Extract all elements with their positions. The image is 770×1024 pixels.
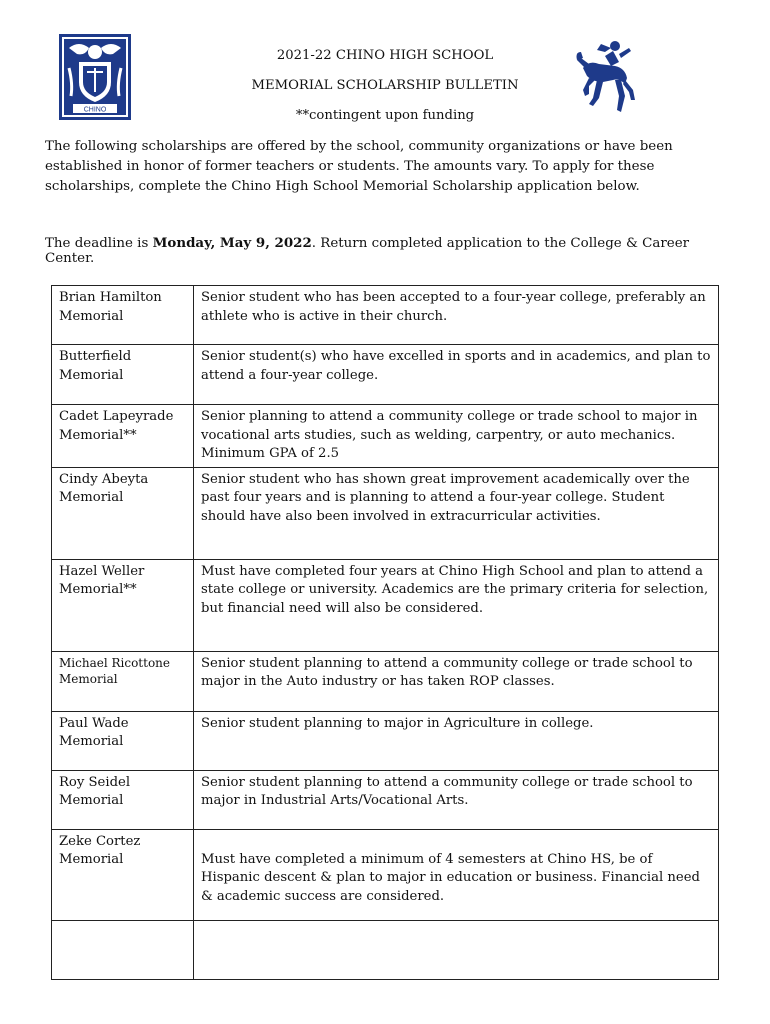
scholarship-description: Must have completed four years at Chino High School and plan to attend a state college or university. Academics are the primary criteria for selection, but financial need will also be considered. [194, 559, 719, 651]
scholarship-name: Michael Ricottone Memorial [52, 651, 194, 711]
table-row [52, 920, 719, 979]
intro-paragraph: The following scholarships are offered by the school, community organizations or have been established in honor of former teachers or students. The amounts vary. To apply for these scholarships, complete the Chino High School Memorial Scholarship application below. [45, 139, 673, 194]
scholarship-name: Paul Wade Memorial [52, 711, 194, 770]
scholarship-description: Senior student who has been accepted to a four-year college, preferably an athlete who is active in their church. [194, 286, 719, 345]
table-row [52, 286, 719, 345]
scholarship-name [52, 920, 194, 979]
scholarship-description: Senior student(s) who have excelled in sports and in academics, and plan to attend a four-year college. [194, 345, 719, 405]
scholarship-description [194, 920, 719, 979]
crest-text: CHINO [83, 106, 107, 114]
deadline-prefix: The deadline is [45, 236, 153, 251]
scholarship-description: Senior student planning to attend a community college or trade school to major in Industrial Arts/Vocational Arts. [194, 770, 719, 829]
scholarship-name: Cadet Lapeyrade Memorial** [52, 405, 194, 468]
table-row [52, 711, 719, 770]
table-row [52, 345, 719, 405]
table-row [52, 467, 719, 559]
table-row [52, 405, 719, 468]
bulletin-title-line-1: 2021-22 CHINO HIGH SCHOOL [276, 48, 494, 63]
scholarship-table [51, 285, 719, 980]
deadline-date: Monday, May 9, 2022 [152, 235, 312, 251]
scholarship-description: Senior student who has shown great improvement academically over the past four years and is planning to attend a four-year college. Student should have also been involved in extracurricular activities. [194, 467, 719, 559]
scholarship-description: Must have completed a minimum of 4 semesters at Chino HS, be of Hispanic descent & plan to major in education or business. Financial need & academic success are considered. [194, 829, 719, 920]
scholarship-description: Senior student planning to attend a community college or trade school to major in the Auto industry or has taken ROP classes. [194, 651, 719, 711]
scholarship-name: Hazel Weller Memorial** [52, 559, 194, 651]
scholarship-name: Cindy Abeyta Memorial [52, 467, 194, 559]
funding-note: **contingent upon funding [295, 108, 475, 123]
table-row [52, 829, 719, 920]
scholarship-name: Roy Seidel Memorial [52, 770, 194, 829]
scholarship-name: Butterfield Memorial [52, 345, 194, 405]
scholarship-name: Zeke Cortez Memorial [52, 829, 194, 920]
table-row [52, 559, 719, 651]
scholarship-description: Senior planning to attend a community college or trade school to major in vocational arts studies, such as welding, carpentry, or auto mechanics. Minimum GPA of 2.5 [194, 405, 719, 468]
table-row [52, 770, 719, 829]
deadline-line [45, 235, 735, 266]
scholarship-name: Brian Hamilton Memorial [52, 286, 194, 345]
deadline-suffix: . Return completed application to the College & Career Center. [45, 236, 690, 266]
bulletin-title-line-2: MEMORIAL SCHOLARSHIP BULLETIN [251, 78, 519, 93]
table-row [52, 651, 719, 711]
scholarship-description: Senior student planning to major in Agriculture in college. [194, 711, 719, 770]
